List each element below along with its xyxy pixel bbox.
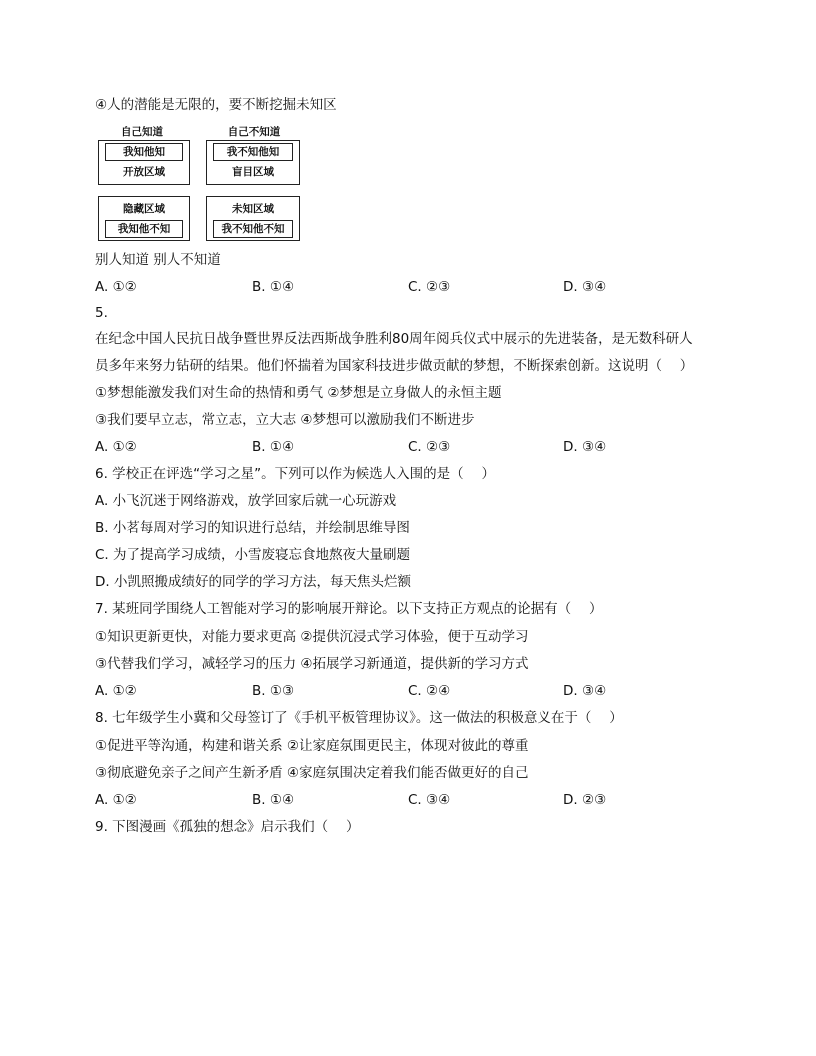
q5-items-line2: ③我们要早立志，常立志，立大志 ④梦想可以激励我们不断进步 — [95, 412, 475, 428]
unknown-area-box — [206, 196, 300, 241]
open-area-box — [98, 140, 190, 185]
q8-option-c[interactable]: C. ③④ — [408, 792, 451, 808]
q4-option-d[interactable]: D. ③④ — [563, 279, 607, 295]
q6-option-a[interactable]: A. 小飞沉迷于网络游戏，放学回家后就一心玩游戏 — [95, 493, 397, 509]
blind-area-box — [206, 140, 300, 185]
q5-option-c[interactable]: C. ②③ — [408, 439, 451, 455]
col-head-self-unknown: 自己不知道 — [227, 126, 281, 138]
unknown-area-inner: 我不知他不知 — [213, 220, 293, 238]
q4-item4: ④人的潜能是无限的，要不断挖掘未知区 — [95, 97, 337, 113]
q4-option-b[interactable]: B. ①④ — [252, 279, 295, 295]
q7-items-line2: ③代替我们学习，减轻学习的压力 ④拓展学习新通道，提供新的学习方式 — [95, 656, 529, 672]
q5-option-a[interactable]: A. ①② — [95, 439, 137, 455]
q4-option-a[interactable]: A. ①② — [95, 279, 137, 295]
q5-stem-line1: 在纪念中国人民抗日战争暨世界反法西斯战争胜利80周年阅兵仪式中展示的先进装备，是无数科研人 — [95, 331, 693, 347]
q8-items-line2: ③彻底避免亲子之间产生新矛盾 ④家庭氛围决定着我们能否做更好的自己 — [95, 765, 529, 781]
q4-row-caption: 别人知道 别人不知道 — [95, 252, 221, 268]
q8-items-line1: ①促进平等沟通，构建和谐关系 ②让家庭氛围更民主，体现对彼此的尊重 — [95, 738, 529, 754]
q6-option-c[interactable]: C. 为了提高学习成绩，小雪废寝忘食地熬夜大量刷题 — [95, 547, 411, 563]
q6-option-b[interactable]: B. 小茗每周对学习的知识进行总结，并绘制思维导图 — [95, 520, 410, 536]
blind-area-inner: 我不知他知 — [213, 143, 293, 161]
q8-stem: 8. 七年级学生小冀和父母签订了《手机平板管理协议》。这一做法的积极意义在于（ ） — [95, 710, 623, 726]
q4-option-c[interactable]: C. ②③ — [408, 279, 451, 295]
q6-stem: 6. 学校正在评选“学习之星”。下列可以作为候选人入围的是（ ） — [95, 466, 495, 482]
q9-stem: 9. 下图漫画《孤独的想念》启示我们（ ） — [95, 819, 360, 835]
q7-option-b[interactable]: B. ①③ — [252, 683, 295, 699]
q6-option-d[interactable]: D. 小凯照搬成绩好的同学的学习方法，每天焦头烂额 — [95, 574, 411, 590]
unknown-area-label: 未知区域 — [232, 203, 274, 215]
q5-option-d[interactable]: D. ③④ — [563, 439, 607, 455]
blind-area-label: 盲目区域 — [232, 166, 274, 178]
q5-items-line1: ①梦想能激发我们对生命的热情和勇气 ②梦想是立身做人的永恒主题 — [95, 385, 502, 401]
q5-option-b[interactable]: B. ①④ — [252, 439, 295, 455]
q7-stem: 7. 某班同学围绕人工智能对学习的影响展开辩论。以下支持正方观点的论据有（ ） — [95, 601, 603, 617]
col-head-self-known: 自己知道 — [121, 126, 163, 138]
open-area-label: 开放区域 — [123, 166, 165, 178]
hidden-area-label: 隐藏区域 — [123, 203, 165, 215]
q5-number: 5. — [95, 305, 108, 321]
q7-option-c[interactable]: C. ②④ — [408, 683, 451, 699]
q7-items-line1: ①知识更新更快，对能力要求更高 ②提供沉浸式学习体验，便于互动学习 — [95, 629, 529, 645]
q8-option-a[interactable]: A. ①② — [95, 792, 137, 808]
q7-option-a[interactable]: A. ①② — [95, 683, 137, 699]
q8-option-b[interactable]: B. ①④ — [252, 792, 295, 808]
q8-option-d[interactable]: D. ②③ — [563, 792, 607, 808]
hidden-area-inner: 我知他不知 — [105, 220, 183, 238]
open-area-inner: 我知他知 — [105, 143, 183, 161]
q5-stem-line2: 员多年来努力钻研的结果。他们怀揣着为国家科技进步做贡献的梦想，不断探索创新。这说明（ ） — [95, 358, 694, 374]
hidden-area-box — [98, 196, 190, 241]
q7-option-d[interactable]: D. ③④ — [563, 683, 607, 699]
